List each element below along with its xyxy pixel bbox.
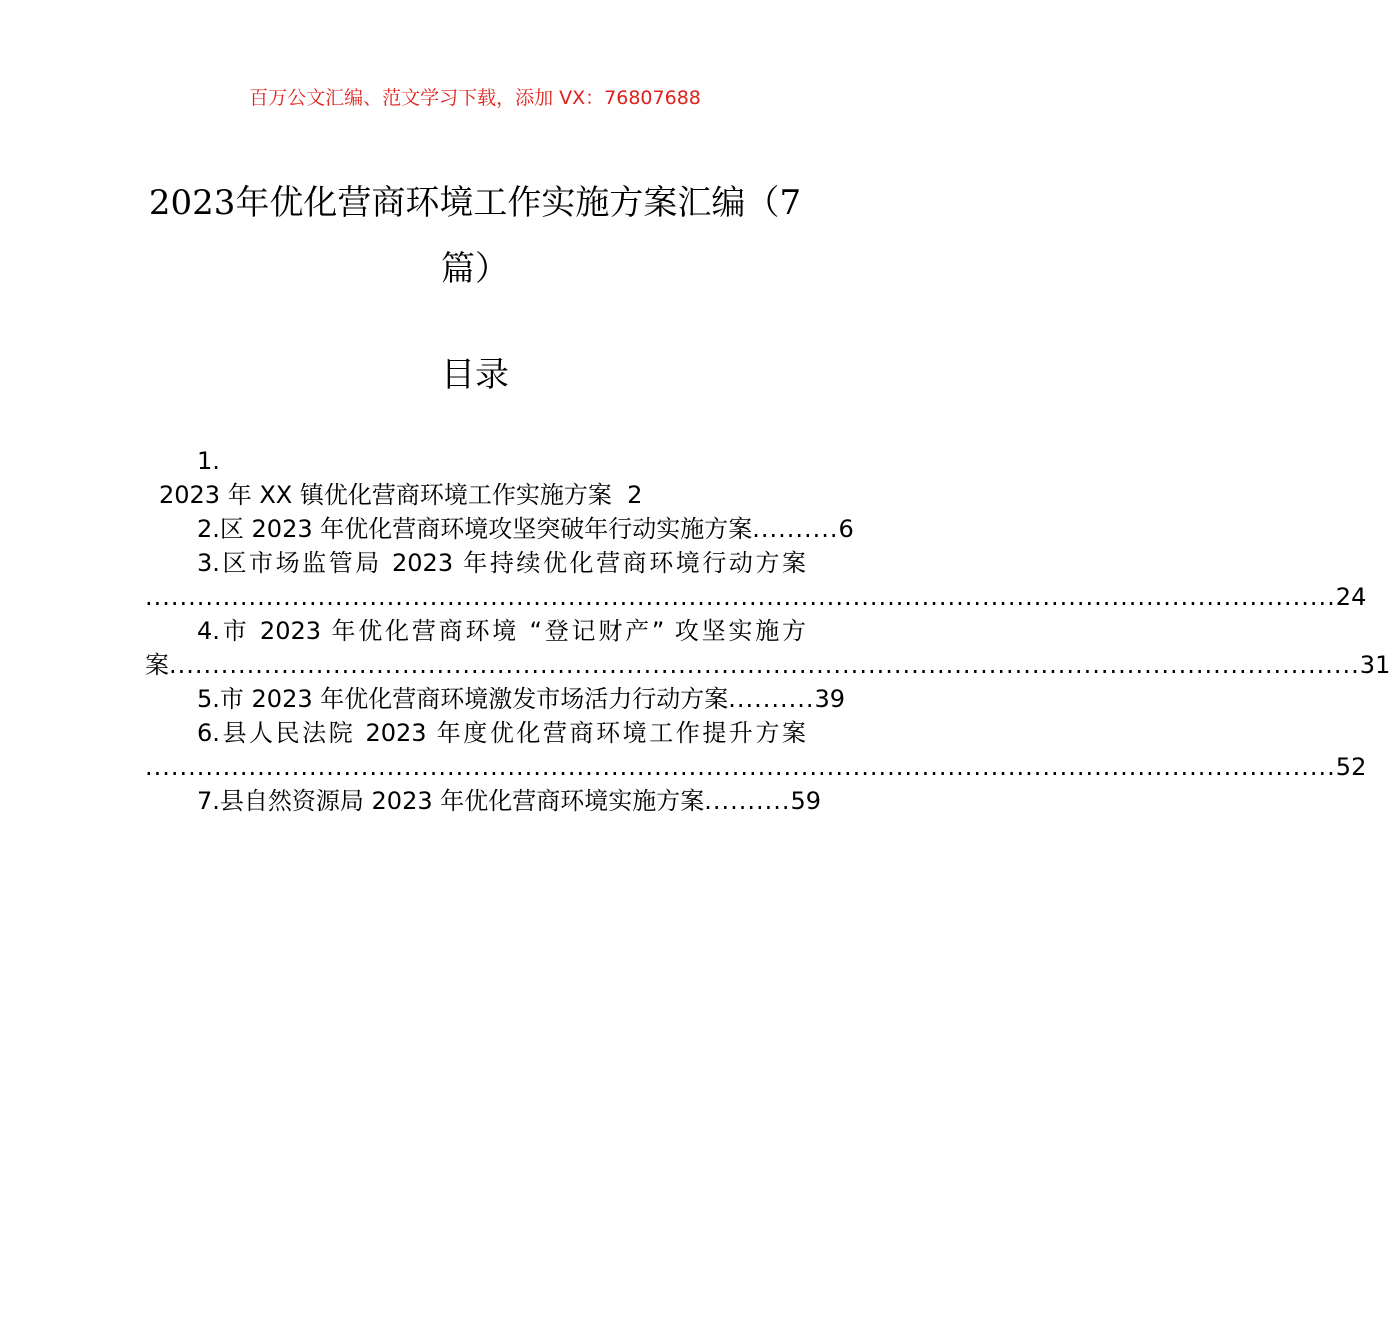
toc-entry-1-page: 2 xyxy=(627,481,643,509)
watermark-banner: 百万公文汇编、范文学习下载，添加 VX：76807688 xyxy=(249,87,701,109)
toc-entry-3-page: 24 xyxy=(1335,583,1367,611)
toc-entry-5-text: 5.市 2023 年优化营商环境激发市场活力行动方案 xyxy=(197,685,729,713)
title-text: 年优化营商环境工作实施方案汇编（ xyxy=(235,183,780,223)
toc-entry-4-text-cont: 案 xyxy=(145,651,169,679)
toc-entry-1-number-text: 1. xyxy=(197,447,220,475)
toc-leader-dots: .......................................................................................................................................... xyxy=(169,651,1360,679)
toc-entry-4-text: 4.市 2023 年优化营商环境 “登记财产” 攻坚实施方 xyxy=(197,617,806,645)
document-title-line-1 xyxy=(0,180,950,226)
toc-entry-6-text: 6.县人民法院 2023 年度优化营商环境工作提升方案 xyxy=(197,719,806,747)
toc-entry-5-page: 39 xyxy=(814,685,846,713)
title-count: 7 xyxy=(779,183,802,223)
toc-leader-dots: .......... xyxy=(752,515,839,543)
toc-entry-3[interactable] xyxy=(145,546,806,580)
toc-leader-dots: .......................................................................................................................................... xyxy=(145,753,1336,781)
toc-entry-5[interactable] xyxy=(145,682,846,716)
toc-entry-3-text: 3.区市场监管局 2023 年持续优化营商环境行动方案 xyxy=(197,549,806,577)
toc-leader-dots: .......... xyxy=(728,685,815,713)
toc-entry-4-page: 31 xyxy=(1359,651,1390,679)
toc-entry-1-number[interactable] xyxy=(145,444,806,478)
toc-entry-1[interactable] xyxy=(145,478,806,512)
toc-entry-2-text: 2.区 2023 年优化营商环境攻坚突破年行动实施方案 xyxy=(197,515,753,543)
toc-entry-2-page: 6 xyxy=(838,515,854,543)
toc-entry-6[interactable] xyxy=(145,716,806,750)
toc-entry-6-page: 52 xyxy=(1335,753,1367,781)
toc-entry-7-page: 59 xyxy=(790,787,822,815)
toc-leader-dots: .......................................................................................................................................... xyxy=(145,583,1336,611)
toc-entry-7-text: 7.县自然资源局 2023 年优化营商环境实施方案 xyxy=(197,787,705,815)
toc-leader-dots: .......... xyxy=(704,787,791,815)
title-year: 2023 xyxy=(148,183,236,223)
toc-entry-3-leader[interactable] xyxy=(145,580,1367,614)
toc-heading: 目录 xyxy=(441,355,509,395)
toc-entry-1-text: 2023 年 XX 镇优化营商环境工作实施方案 xyxy=(159,481,612,509)
toc-entry-4[interactable] xyxy=(145,614,806,648)
toc-entry-6-leader[interactable] xyxy=(145,750,1367,784)
toc-entry-4-leader[interactable] xyxy=(145,648,1390,682)
toc-entry-7[interactable] xyxy=(145,784,822,818)
document-title-line-2: 篇） xyxy=(441,249,509,289)
toc-entry-2[interactable] xyxy=(145,512,854,546)
